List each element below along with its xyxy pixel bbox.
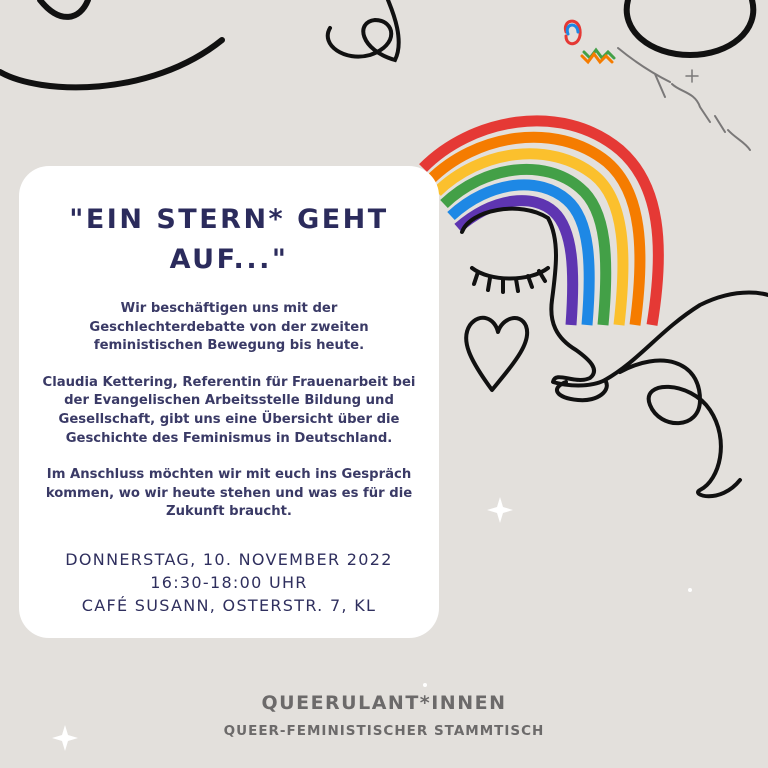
event-title-line-2: AUF..." bbox=[169, 244, 289, 275]
swoosh-top-left-2 bbox=[40, 0, 88, 17]
logo-wordmark bbox=[560, 12, 760, 162]
event-card bbox=[19, 166, 439, 638]
event-details bbox=[19, 548, 439, 617]
event-title bbox=[41, 200, 417, 280]
face-line-art bbox=[462, 209, 768, 497]
event-time: 16:30-18:00 UHR bbox=[150, 573, 308, 592]
description-paragraph-1: Wir beschäftigen uns mit der Geschlechterdebatte von der zweiten feministischen Bewegung bis heute. bbox=[89, 301, 369, 354]
sparkle-dot bbox=[688, 588, 692, 592]
sparkle-icon bbox=[487, 497, 513, 523]
event-title-line-1: "EIN STERN* GEHT bbox=[69, 204, 389, 235]
event-date: DONNERSTAG, 10. NOVEMBER 2022 bbox=[65, 550, 393, 569]
sparkle-dot bbox=[423, 683, 427, 687]
heart-icon bbox=[466, 318, 527, 390]
organizer-name: QUEERULANT*INNEN bbox=[261, 692, 507, 714]
organizer-subtitle: QUEER-FEMINISTISCHER STAMMTISCH bbox=[223, 723, 545, 739]
description-paragraph-2: Claudia Kettering, Referentin für Frauenarbeit bei der Evangelischen Arbeitsstelle Bildung und Gesellschaft, gibt uns eine Übersicht über die Geschichte des Feminismus in Deutschland. bbox=[42, 374, 416, 446]
swoosh-top-left bbox=[0, 40, 222, 87]
loop-top-middle bbox=[328, 0, 399, 60]
event-location: CAFÉ SUSANN, OSTERSTR. 7, KL bbox=[81, 596, 377, 615]
description-paragraph-3: Im Anschluss möchten wir mit euch ins Gespräch kommen, wo wir heute stehen und was es für die Zukunft braucht. bbox=[45, 467, 413, 520]
